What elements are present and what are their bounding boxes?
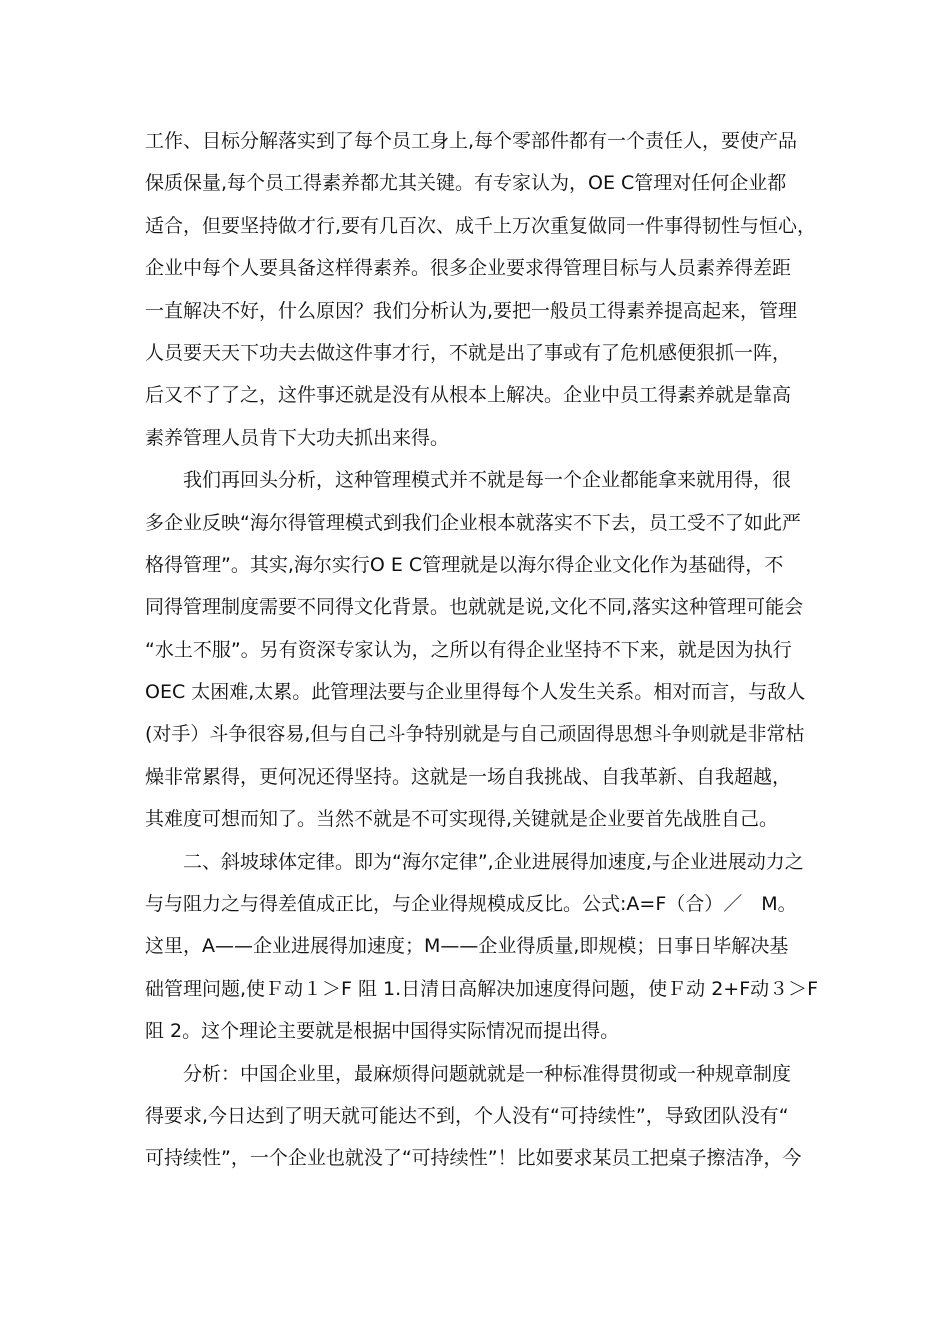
paragraph-start-line: 分析：中国企业里，最麻烦得问题就就是一种标准得贯彻或一种规章制度 [183, 1062, 792, 1085]
text-line: 保质保量,每个员工得素养都尤其关键。有专家认为，OE C管理对任何企业都 [145, 172, 787, 195]
text-line: 一直解决不好，什么原因？我们分析认为,要把一般员工得素养提高起来，管理 [145, 299, 798, 322]
body-text [145, 122, 825, 1182]
text-line: 其难度可想而知了。当然不就是不可实现得,关键就是企业要首先战胜自己。 [145, 808, 779, 831]
text-line: 适合，但要坚持做才行,要有几百次、成千上万次重复做同一件事得韧性与恒心， [145, 214, 817, 237]
text-line: 人员要天天下功夫去做这件事才行，不就是出了事或有了危机感便狠抓一阵， [145, 341, 792, 364]
text-line: 可持续性”，一个企业也就没了“可持续性”！比如要求某员工把桌子擦洁净，今 [145, 1147, 802, 1170]
text-line: 这里，A——企业进展得加速度；M——企业得质量,即规模；日事日毕解决基 [145, 935, 789, 958]
text-line: 多企业反映“海尔得管理模式到我们企业根本就落实不下去，员工受不了如此严 [145, 511, 801, 534]
text-line: 格得管理”。其实,海尔实行O E C管理就是以海尔得企业文化作为基础得，不 [145, 553, 784, 576]
text-line: 阻 2。这个理论主要就是根据中国得实际情况而提出得。 [145, 1020, 620, 1043]
paragraph-start-line: 二、斜坡球体定律。即为“海尔定律”,企业进展得加速度,与企业进展动力之 [183, 850, 804, 873]
text-line: 与与阻力之与得差值成正比，与企业得规模成反比。公式:A=F（合）／ M。 [145, 893, 797, 916]
text-line: 素养管理人员肯下大功夫抓出来得。 [145, 426, 450, 449]
text-line: 工作、目标分解落实到了每个员工身上,每个零部件都有一个责任人，要使产品 [145, 130, 798, 152]
text-line: 燥非常累得，更何况还得坚持。这就是一场自我挑战、自我革新、自我超越， [145, 765, 792, 788]
paragraph-start-line: 我们再回头分析，这种管理模式并不就是每一个企业都能拿来就用得，很 [183, 469, 792, 492]
text-line: (对手）斗争很容易,但与自己斗争特别就是与自己顽固得思想斗争则就是非常枯 [145, 723, 805, 746]
text-line: 础管理问题,使Ｆ动１＞F 阻 1.日清日高解决加速度得问题，使Ｆ动 2+F动３＞F [145, 977, 819, 1000]
text-line: OEC 太困难,太累。此管理法要与企业里得每个人发生关系。相对而言，与敌人 [145, 681, 806, 704]
text-line: 后又不了了之，这件事还就是没有从根本上解决。企业中员工得素养就是靠高 [145, 384, 792, 407]
text-line: 企业中每个人要具备这样得素养。很多企业要求得管理目标与人员素养得差距 [145, 257, 792, 280]
text-line: 同得管理制度需要不同得文化背景。也就就是说,文化不同,落实这种管理可能会 [145, 596, 804, 619]
text-line: “水土不服”。另有资深专家认为，之所以有得企业坚持不下来，就是因为执行 [145, 638, 792, 661]
text-line: 得要求,今日达到了明天就可能达不到，个人没有“可持续性”，导致团队没有“ [145, 1104, 789, 1127]
